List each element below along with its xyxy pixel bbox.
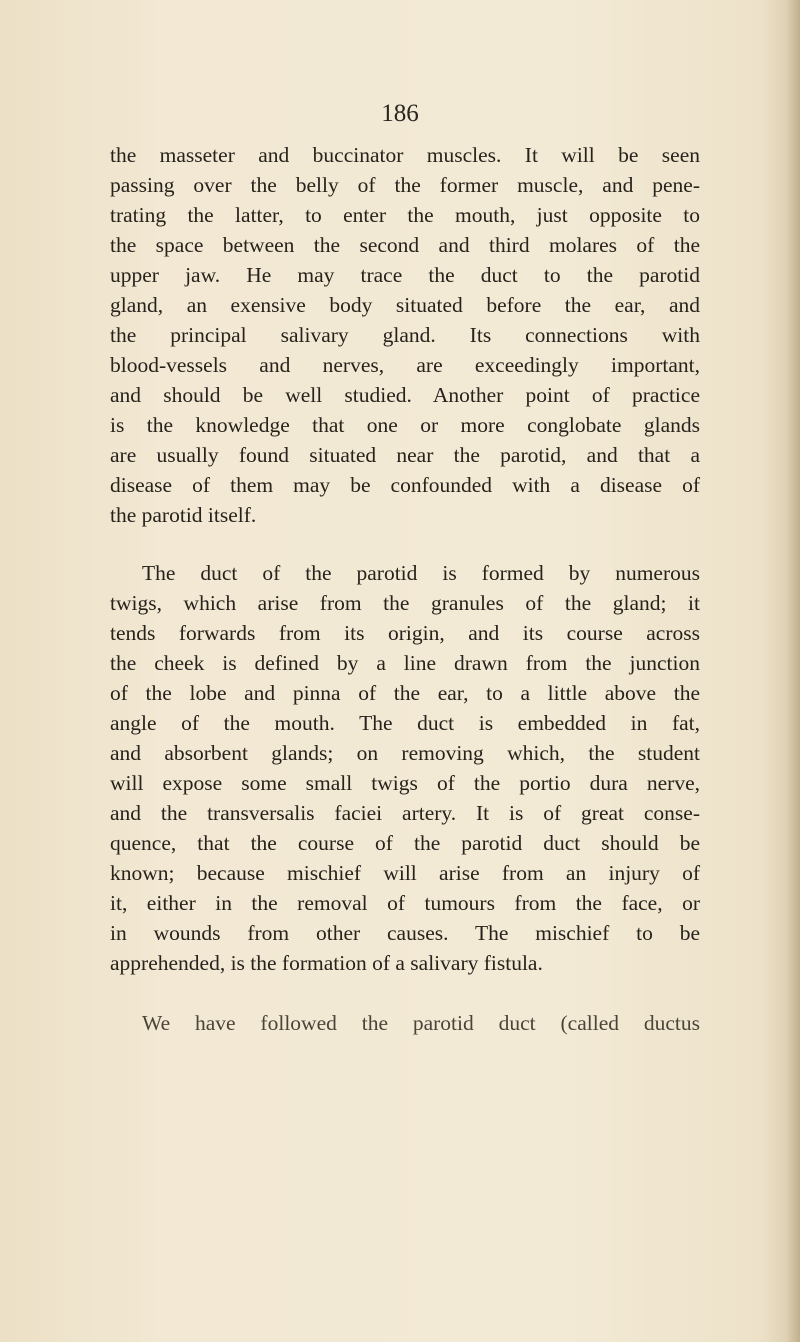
text-line: the masseter and buccinator muscles. It will be seen [110,143,700,167]
page-number: 186 [381,100,419,127]
text-line: We have followed the parotid duct (called ductus [142,1011,700,1035]
text-line: upper jaw. He may trace the duct to the parotid [110,263,700,287]
text-line: is the knowledge that one or more conglobate glands [110,413,700,437]
text-line: twigs, which arise from the granules of the gland; it [110,591,700,615]
text-line: tends forwards from its origin, and its course across [110,621,700,645]
page-edge-shadow [786,0,800,1342]
text-line: are usually found situated near the parotid, and that a [110,443,700,467]
text-line: and absorbent glands; on removing which, the student [110,741,700,765]
text-line: the principal salivary gland. Its connections with [110,323,700,347]
text-line: and should be well studied. Another point of practice [110,383,700,407]
text-line: angle of the mouth. The duct is embedded in fat, [110,711,700,735]
text-line: and the transversalis faciei artery. It is of great conse- [110,801,700,825]
text-line: blood-vessels and nerves, are exceedingly important, [110,353,700,377]
paragraph-gap [110,978,700,1008]
text-line: the parotid itself. [110,503,257,527]
text-line: apprehended, is the formation of a salivary fistula. [110,951,543,975]
text-line: will expose some small twigs of the portio dura nerve, [110,771,700,795]
text-line: trating the latter, to enter the mouth, just opposite to [110,203,700,227]
text-line: of the lobe and pinna of the ear, to a little above the [110,681,700,705]
text-line: disease of them may be confounded with a disease of [110,473,700,497]
text-line: passing over the belly of the former muscle, and pene- [110,173,700,197]
text-line: it, either in the removal of tumours from the face, or [110,891,700,915]
body-text [110,140,700,1038]
paragraph-gap [110,530,700,558]
text-line: gland, an exensive body situated before the ear, and [110,293,700,317]
text-line: the space between the second and third molares of the [110,233,700,257]
text-line: the cheek is defined by a line drawn from the junction [110,651,700,675]
text-line: quence, that the course of the parotid duct should be [110,831,700,855]
text-line: known; because mischief will arise from an injury of [110,861,700,885]
text-line: The duct of the parotid is formed by numerous [142,561,700,585]
text-line: in wounds from other causes. The mischief to be [110,921,700,945]
